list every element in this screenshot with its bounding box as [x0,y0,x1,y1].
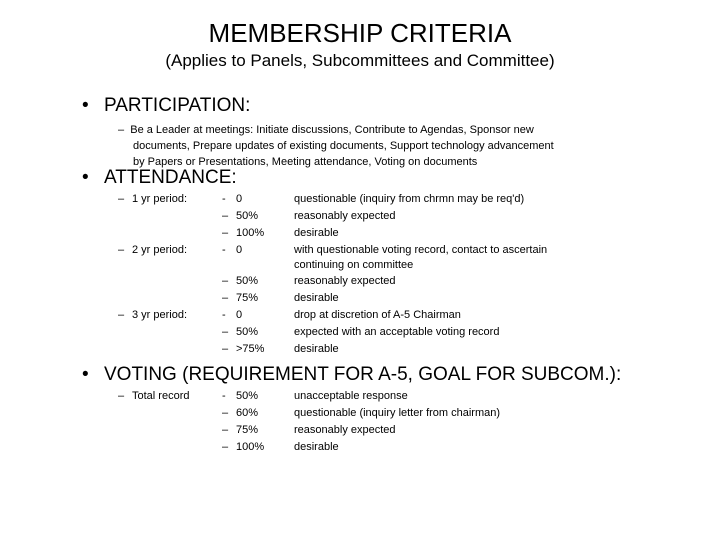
participation-line-3: by Papers or Presentations, Meeting attendance, Voting on documents [133,156,478,168]
row-value: >75% [236,343,265,355]
row-value: 60% [236,407,259,419]
bullet-participation: • [82,95,89,116]
row-value: 0 [236,193,243,205]
heading-voting: VOTING (REQUIREMENT FOR A-5, GOAL FOR SUBCOM.): [104,364,622,385]
page-title: MEMBERSHIP CRITERIA [208,18,512,48]
row-marker: – [222,292,229,304]
row-desc: with questionable voting record, contact to ascertain [294,244,548,256]
group-dash: – [118,390,125,402]
row-marker: - [222,244,226,256]
row-desc: desirable [294,441,339,453]
row-marker: – [222,275,229,287]
row-desc: reasonably expected [294,275,396,287]
row-desc: expected with an acceptable voting record [294,326,500,338]
row-desc: desirable [294,343,339,355]
heading-attendance: ATTENDANCE: [104,167,237,188]
row-value: 50% [236,390,259,402]
row-desc: drop at discretion of A-5 Chairman [294,309,461,321]
row-marker: – [222,343,229,355]
row-value: 100% [236,227,265,239]
row-desc: reasonably expected [294,424,396,436]
row-desc: reasonably expected [294,210,396,222]
row-value: 75% [236,424,259,436]
row-desc: questionable (inquiry from chrmn may be req'd) [294,193,525,205]
row-desc: desirable [294,227,339,239]
row-marker: - [222,193,226,205]
page-subtitle: (Applies to Panels, Subcommittees and Committee) [165,51,555,70]
row-value: 0 [236,244,243,256]
bullet-voting: • [82,364,89,385]
period-label-3yr: 3 yr period: [132,309,188,321]
period-label-2yr: 2 yr period: [132,244,188,256]
heading-participation: PARTICIPATION: [104,95,251,116]
row-desc: desirable [294,292,339,304]
row-marker: – [222,424,229,436]
row-marker: - [222,309,226,321]
bullet-attendance: • [82,167,89,188]
participation-line-2: documents, Prepare updates of existing documents, Support technology advancement [133,140,554,152]
row-value: 50% [236,326,259,338]
group-dash: – [118,193,125,205]
row-marker: – [222,227,229,239]
row-value: 75% [236,292,259,304]
row-desc-cont: continuing on committee [294,259,414,271]
group-dash: – [118,309,125,321]
row-value: 50% [236,275,259,287]
row-value: 0 [236,309,243,321]
row-marker: – [222,326,229,338]
row-value: 50% [236,210,259,222]
row-marker: - [222,390,226,402]
row-desc: unacceptable response [294,390,408,402]
group-dash: – [118,244,125,256]
participation-line-1: – Be a Leader at meetings: Initiate discussions, Contribute to Agendas, Sponsor new [118,124,534,136]
row-marker: – [222,210,229,222]
participation-detail [118,122,554,170]
voting-label: Total record [132,390,190,402]
row-desc: questionable (inquiry letter from chairman) [294,407,501,419]
row-marker: – [222,441,229,453]
row-value: 100% [236,441,265,453]
period-label-1yr: 1 yr period: [132,193,188,205]
row-marker: – [222,407,229,419]
